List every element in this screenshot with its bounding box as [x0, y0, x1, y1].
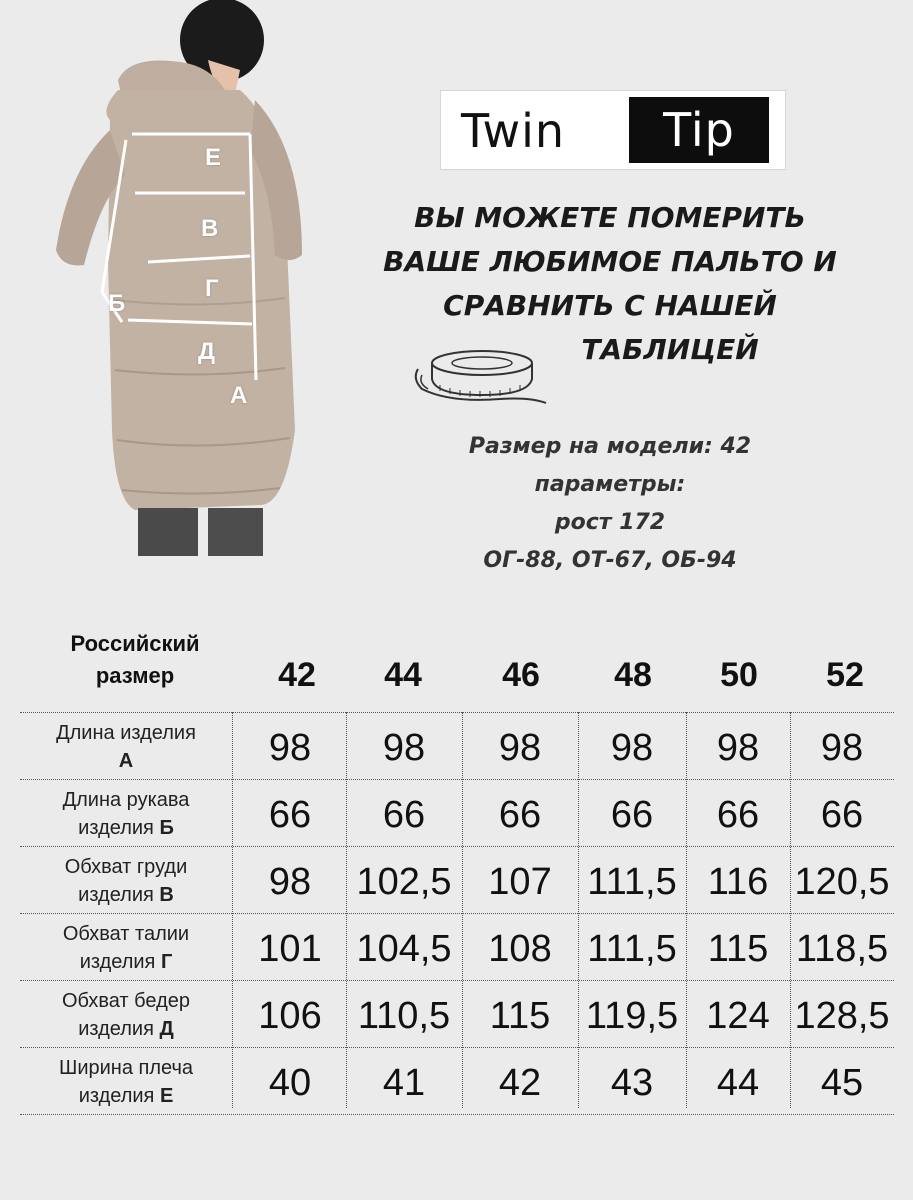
- row-label-line1: Обхват бедер: [62, 990, 190, 1012]
- size-table: [20, 712, 894, 1115]
- column-divider: [346, 712, 347, 1108]
- table-cell: 115: [707, 928, 769, 970]
- measure-letter-d: Д: [198, 338, 216, 365]
- model-info-line: параметры:: [534, 472, 686, 497]
- table-cell: 43: [610, 1062, 654, 1104]
- table-row: [20, 1048, 894, 1115]
- row-label-line1: Длина изделия: [56, 722, 196, 744]
- measure-letter-b: Б: [108, 290, 126, 317]
- table-cell: 120,5: [794, 861, 890, 903]
- row-label: [20, 719, 232, 775]
- table-cell: 98: [820, 727, 864, 769]
- table-cell: 111,5: [587, 861, 677, 903]
- measuring-tape-icon: [410, 345, 550, 407]
- size-header-50: 50: [720, 656, 758, 694]
- row-label-line1: Обхват талии: [62, 923, 190, 945]
- table-cell: 119,5: [585, 995, 679, 1037]
- column-divider: [686, 712, 687, 1108]
- table-row: [20, 780, 894, 847]
- headline-line: ТАБЛИЦЕЙ: [581, 333, 759, 366]
- model-info-line: ОГ-88, ОТ-67, ОБ-94: [483, 548, 737, 573]
- table-cell: 66: [610, 794, 654, 836]
- table-row: [20, 713, 894, 780]
- table-cell: 66: [382, 794, 426, 836]
- row-label-letter: Б: [159, 817, 174, 839]
- row-label-line1: Обхват груди: [64, 856, 188, 878]
- table-cell: 98: [716, 727, 760, 769]
- table-cell: 116: [707, 861, 769, 903]
- table-cell: 40: [268, 1062, 312, 1104]
- row-label-letter: А: [118, 750, 134, 772]
- row-label-line1: Ширина плеча: [58, 1057, 194, 1079]
- coat-figure: [40, 0, 320, 560]
- size-header-line: размер: [95, 663, 175, 688]
- logo-right-text: Tip: [663, 103, 735, 157]
- table-cell: 102,5: [356, 861, 452, 903]
- model-info-line: Размер на модели: 42: [468, 434, 752, 459]
- row-label-line2: изделия: [78, 1018, 160, 1040]
- table-cell: 66: [716, 794, 760, 836]
- table-cell: 66: [498, 794, 542, 836]
- headline-line: ВАШЕ ЛЮБИМОЕ ПАЛЬТО И: [383, 245, 837, 278]
- table-cell: 115: [489, 995, 551, 1037]
- column-divider: [578, 712, 579, 1108]
- size-header-42: 42: [278, 656, 316, 694]
- table-cell: 128,5: [794, 995, 890, 1037]
- size-header-52: 52: [826, 656, 864, 694]
- column-divider: [232, 712, 233, 1108]
- row-label-line2: изделия: [79, 951, 161, 973]
- headline-line: СРАВНИТЬ С НАШЕЙ: [443, 289, 777, 322]
- row-label-letter: Д: [159, 1018, 174, 1040]
- row-label-letter: Е: [159, 1085, 174, 1107]
- table-row: [20, 914, 894, 981]
- measure-letter-a: А: [230, 382, 248, 409]
- table-cell: 111,5: [587, 928, 677, 970]
- measure-letter-e: Е: [205, 144, 222, 171]
- table-cell: 45: [820, 1062, 864, 1104]
- table-row: [20, 847, 894, 914]
- measure-letter-g: Г: [205, 275, 219, 302]
- model-info-line: рост 172: [554, 510, 666, 535]
- headline-line: ВЫ МОЖЕТЕ ПОМЕРИТЬ: [414, 201, 806, 234]
- brand-logo: [440, 90, 786, 170]
- table-cell: 101: [258, 928, 322, 970]
- table-cell: 107: [488, 861, 552, 903]
- row-label-line2: изделия: [78, 817, 160, 839]
- row-label: [20, 920, 232, 976]
- size-header-48: 48: [614, 656, 652, 694]
- table-cell: 124: [706, 995, 770, 1037]
- table-cell: 66: [820, 794, 864, 836]
- size-header-44: 44: [384, 656, 422, 694]
- table-cell: 66: [268, 794, 312, 836]
- table-cell: 104,5: [356, 928, 452, 970]
- table-row: [20, 981, 894, 1048]
- row-label-line2: изделия: [78, 1085, 160, 1107]
- column-divider: [790, 712, 791, 1108]
- table-cell: 98: [268, 861, 312, 903]
- table-cell: 110,5: [357, 995, 451, 1037]
- row-label-letter: Г: [160, 951, 173, 973]
- size-header-46: 46: [502, 656, 540, 694]
- model-illustration: [40, 0, 320, 560]
- column-divider: [462, 712, 463, 1108]
- row-label: [20, 987, 232, 1043]
- row-label-line2: изделия: [78, 884, 160, 906]
- measure-letter-v: В: [201, 215, 219, 242]
- table-cell: 98: [610, 727, 654, 769]
- table-cell: 98: [268, 727, 312, 769]
- row-label: [20, 786, 232, 842]
- size-header-label: [40, 628, 230, 692]
- logo-left-text: Twin: [461, 104, 566, 158]
- size-header-line: Российский: [70, 631, 200, 656]
- row-label-letter: В: [159, 884, 174, 906]
- table-cell: 41: [382, 1062, 426, 1104]
- table-cell: 118,5: [795, 928, 889, 970]
- row-label: [20, 853, 232, 909]
- table-cell: 44: [716, 1062, 760, 1104]
- model-info: [420, 428, 800, 580]
- table-cell: 98: [498, 727, 542, 769]
- table-cell: 108: [488, 928, 552, 970]
- row-label: [20, 1054, 232, 1110]
- table-cell: 98: [382, 727, 426, 769]
- logo-black-box: [629, 97, 769, 163]
- table-cell: 106: [258, 995, 322, 1037]
- table-cell: 42: [498, 1062, 542, 1104]
- row-label-line1: Длина рукава: [62, 789, 190, 811]
